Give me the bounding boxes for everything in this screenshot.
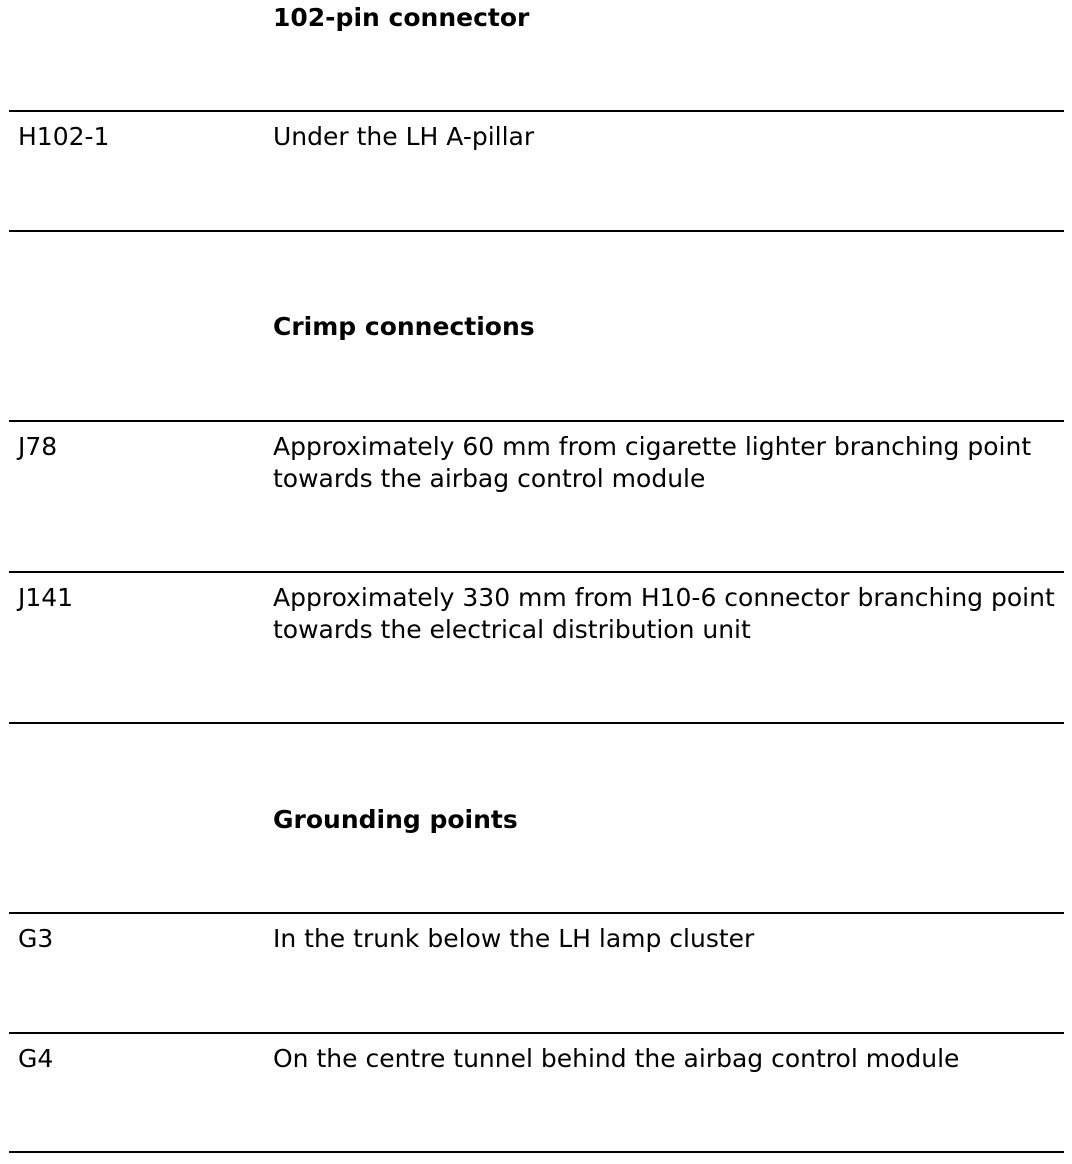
row-code: J141 (18, 583, 74, 612)
table-divider (9, 420, 1064, 422)
table-divider (9, 1151, 1064, 1153)
table-divider (9, 912, 1064, 914)
row-code: G3 (18, 924, 54, 953)
row-description: In the trunk below the LH lamp cluster (273, 924, 755, 953)
table-divider (9, 230, 1064, 232)
row-code: H102-1 (18, 122, 110, 151)
section-heading-grounding-points: Grounding points (273, 805, 518, 834)
row-description: Approximately 60 mm from cigarette lighter branching point towards the airbag control module (273, 432, 1032, 493)
section-heading-102-pin-connector: 102-pin connector (273, 3, 530, 32)
table-divider (9, 110, 1064, 112)
row-description: Approximately 330 mm from H10-6 connector branching point towards the electrical distribution unit (273, 583, 1055, 644)
table-divider (9, 722, 1064, 724)
row-code: G4 (18, 1044, 54, 1073)
section-heading-crimp-connections: Crimp connections (273, 312, 535, 341)
row-description: On the centre tunnel behind the airbag control module (273, 1044, 960, 1073)
table-divider (9, 1032, 1064, 1034)
row-code: J78 (18, 432, 58, 461)
table-divider (9, 571, 1064, 573)
row-description: Under the LH A-pillar (273, 122, 535, 151)
